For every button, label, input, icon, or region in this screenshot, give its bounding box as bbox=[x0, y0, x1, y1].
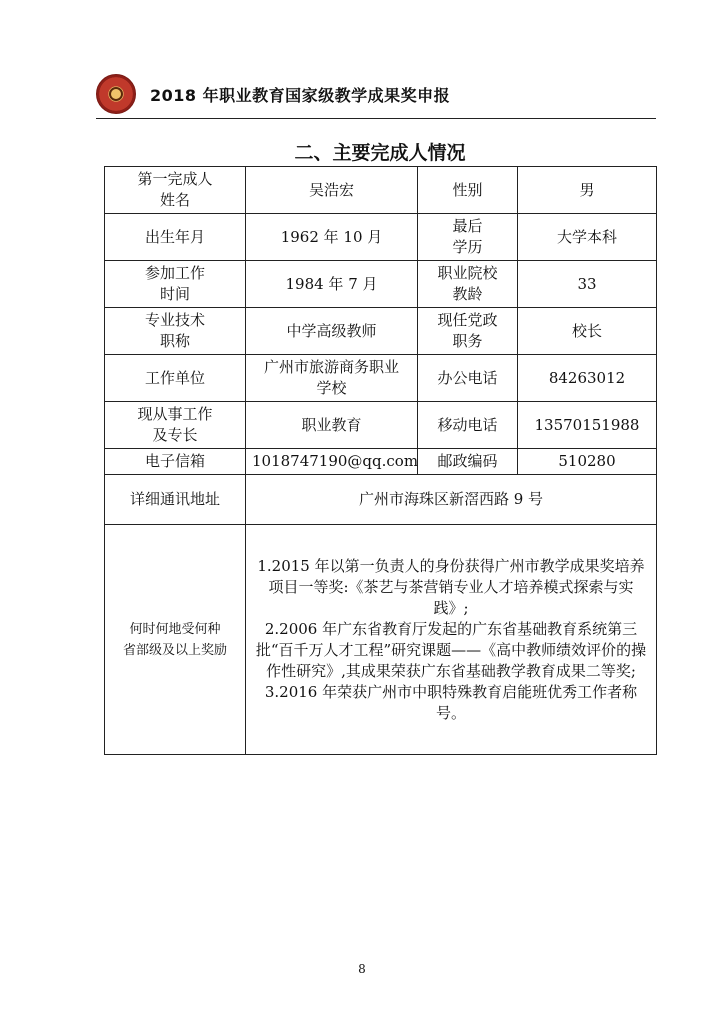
address-value: 广州市海珠区新滘西路 9 号 bbox=[246, 475, 657, 525]
field-label: 参加工作 时间 bbox=[105, 261, 246, 308]
header-title: 2018 年职业教育国家级教学成果奖申报 bbox=[150, 85, 451, 105]
field-label: 最后 学历 bbox=[418, 214, 518, 261]
page-header bbox=[96, 72, 656, 116]
field-value: 职业教育 bbox=[246, 402, 418, 449]
school-seal-icon bbox=[96, 74, 136, 114]
info-row bbox=[105, 261, 657, 308]
address-row bbox=[105, 475, 657, 525]
field-value: 510280 bbox=[518, 449, 657, 475]
field-label: 第一完成人 姓名 bbox=[105, 167, 246, 214]
info-row bbox=[105, 167, 657, 214]
field-value: 1962 年 10 月 bbox=[246, 214, 418, 261]
field-value: 校长 bbox=[518, 308, 657, 355]
info-row bbox=[105, 402, 657, 449]
completer-info-table bbox=[104, 166, 657, 755]
field-label: 职业院校 教龄 bbox=[418, 261, 518, 308]
page-number: 8 bbox=[358, 962, 366, 976]
address-label: 详细通讯地址 bbox=[105, 475, 246, 525]
award-item: 2.2006 年广东省教育厅发起的广东省基础教育系统第三批“百千万人才工程”研究课题——《高中教师绩效评价的操作性研究》,其成果荣获广东省基础教学教育成果二等奖; bbox=[255, 619, 647, 680]
field-label: 办公电话 bbox=[418, 355, 518, 402]
field-value: 13570151988 bbox=[518, 402, 657, 449]
field-value: 吴浩宏 bbox=[246, 167, 418, 214]
field-label: 出生年月 bbox=[105, 214, 246, 261]
info-row bbox=[105, 308, 657, 355]
field-label: 性别 bbox=[418, 167, 518, 214]
awards-label-text: 何时何地受何种 省部级及以上奖励 bbox=[122, 621, 227, 658]
field-value: 大学本科 bbox=[518, 214, 657, 261]
field-label: 电子信箱 bbox=[105, 449, 246, 475]
field-label: 专业技术 职称 bbox=[105, 308, 246, 355]
awards-label bbox=[105, 525, 246, 755]
header-divider bbox=[96, 118, 656, 119]
field-value: 广州市旅游商务职业 学校 bbox=[246, 355, 418, 402]
field-label: 现任党政 职务 bbox=[418, 308, 518, 355]
field-label: 现从事工作 及专长 bbox=[105, 402, 246, 449]
field-value: 1984 年 7 月 bbox=[246, 261, 418, 308]
section-title: 二、主要完成人情况 bbox=[294, 142, 466, 164]
award-item: 3.2016 年荣获广州市中职特殊教育启能班优秀工作者称号。 bbox=[264, 682, 638, 722]
info-row bbox=[105, 355, 657, 402]
field-label: 邮政编码 bbox=[418, 449, 518, 475]
field-value: 84263012 bbox=[518, 355, 657, 402]
info-row bbox=[105, 214, 657, 261]
field-value: 中学高级教师 bbox=[246, 308, 418, 355]
field-value: 33 bbox=[518, 261, 657, 308]
awards-list bbox=[246, 525, 657, 755]
field-value: 男 bbox=[518, 167, 657, 214]
awards-row bbox=[105, 525, 657, 755]
field-value: 1018747190@qq.com bbox=[246, 449, 418, 475]
info-row bbox=[105, 449, 657, 475]
field-label: 移动电话 bbox=[418, 402, 518, 449]
award-item: 1.2015 年以第一负责人的身份获得广州市教学成果奖培养项目一等奖:《茶艺与茶营销专业人才培养模式探索与实践》; bbox=[257, 556, 645, 617]
field-label: 工作单位 bbox=[105, 355, 246, 402]
